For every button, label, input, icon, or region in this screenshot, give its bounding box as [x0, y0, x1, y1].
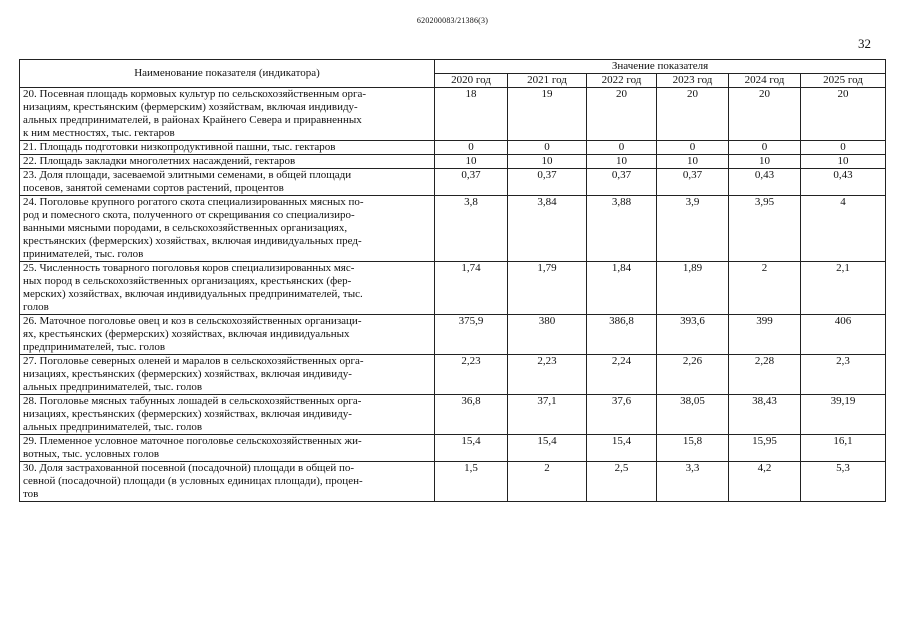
- indicator-value-cell: 0,37: [657, 169, 729, 196]
- indicator-name-line: ванными мясными породами, в сельскохозяйственных организациях,: [23, 222, 348, 234]
- indicator-value-cell: 37,1: [508, 395, 587, 435]
- indicator-value-cell: 19: [508, 88, 587, 141]
- indicator-value-cell: 2,26: [657, 355, 729, 395]
- indicator-name-cell: [20, 395, 435, 435]
- indicator-name-line: 26. Маточное поголовье овец и коз в сельскохозяйственных организаци-: [23, 315, 362, 327]
- indicator-name-line: 27. Поголовье северных оленей и маралов в сельскохозяйственных орга-: [23, 355, 364, 367]
- indicator-name-cell: [20, 88, 435, 141]
- table-row: [20, 462, 886, 502]
- indicator-value-cell: 2,23: [435, 355, 508, 395]
- table-row: [20, 88, 886, 141]
- indicator-value-cell: 5,3: [801, 462, 886, 502]
- indicator-value-cell: 386,8: [587, 315, 657, 355]
- indicator-value-cell: 375,9: [435, 315, 508, 355]
- indicator-value-cell: 0: [587, 141, 657, 155]
- indicator-value-cell: 0: [801, 141, 886, 155]
- indicator-value-cell: 0,37: [508, 169, 587, 196]
- indicator-name-line: 21. Площадь подготовки низкопродуктивной пашни, тыс. гектаров: [23, 141, 336, 153]
- indicator-name-line: посевов, занятой семенами сортов растений, процентов: [23, 182, 284, 194]
- indicator-name-line: к ним местностях, тыс. гектаров: [23, 127, 175, 139]
- indicator-value-cell: 2: [508, 462, 587, 502]
- indicator-name-cell: [20, 355, 435, 395]
- indicator-name-cell: [20, 169, 435, 196]
- indicator-name-line: тов: [23, 488, 39, 500]
- indicators-table: [19, 59, 886, 502]
- indicator-value-cell: 36,8: [435, 395, 508, 435]
- year-header: 2023 год: [657, 74, 729, 88]
- table-row: [20, 262, 886, 315]
- page-number: 32: [858, 36, 871, 51]
- indicator-value-cell: 1,5: [435, 462, 508, 502]
- indicator-value-cell: 0: [657, 141, 729, 155]
- indicator-value-cell: 0,37: [435, 169, 508, 196]
- table-row: [20, 196, 886, 262]
- indicator-name-cell: [20, 155, 435, 169]
- indicator-value-cell: 0: [508, 141, 587, 155]
- indicator-value-cell: 1,79: [508, 262, 587, 315]
- indicator-value-cell: 0,43: [801, 169, 886, 196]
- table-row: [20, 355, 886, 395]
- indicator-value-cell: 2,28: [729, 355, 801, 395]
- indicator-name-cell: [20, 196, 435, 262]
- table-body: [20, 88, 886, 502]
- indicator-name-cell: [20, 315, 435, 355]
- indicator-value-cell: 20: [657, 88, 729, 141]
- indicator-value-cell: 0: [729, 141, 801, 155]
- indicator-name-line: 29. Племенное условное маточное поголовье сельскохозяйственных жи-: [23, 435, 362, 447]
- year-header: 2021 год: [508, 74, 587, 88]
- indicator-value-cell: 1,89: [657, 262, 729, 315]
- indicator-name-line: ных пород в сельскохозяйственных организациях, крестьянских (фер-: [23, 275, 352, 287]
- indicator-value-cell: 18: [435, 88, 508, 141]
- table-row: [20, 395, 886, 435]
- indicator-value-header: Значение показателя: [435, 60, 886, 74]
- indicator-value-cell: 3,8: [435, 196, 508, 262]
- indicator-name-line: 30. Доля застрахованной посевной (посадочной) площади в общей по-: [23, 462, 355, 474]
- indicator-value-cell: 37,6: [587, 395, 657, 435]
- indicator-name-line: принимателей, тыс. голов: [23, 248, 144, 260]
- indicator-name-line: предпринимателей, тыс. голов: [23, 341, 166, 353]
- indicator-name-line: 22. Площадь закладки многолетних насаждений, гектаров: [23, 155, 296, 167]
- indicator-value-cell: 38,05: [657, 395, 729, 435]
- indicator-name-line: ях, крестьянских (фермерских) хозяйствах, включая индивидуальных: [23, 328, 350, 340]
- year-header: 2025 год: [801, 74, 886, 88]
- indicator-value-cell: 0,37: [587, 169, 657, 196]
- indicator-value-cell: 406: [801, 315, 886, 355]
- indicator-value-cell: 15,4: [587, 435, 657, 462]
- indicator-value-cell: 2,24: [587, 355, 657, 395]
- indicator-value-cell: 39,19: [801, 395, 886, 435]
- indicator-name-line: мерских) хозяйствах, включая индивидуальных предпринимателей, тыс.: [23, 288, 363, 300]
- indicator-value-cell: 10: [729, 155, 801, 169]
- indicator-name-line: 23. Доля площади, засеваемой элитными семенами, в общей площади: [23, 169, 352, 181]
- indicator-name-line: альных предпринимателей, тыс. голов: [23, 421, 203, 433]
- indicator-value-cell: 399: [729, 315, 801, 355]
- indicator-value-cell: 0,43: [729, 169, 801, 196]
- indicator-name-line: 24. Поголовье крупного рогатого скота специализированных мясных по-: [23, 196, 364, 208]
- indicator-value-cell: 3,84: [508, 196, 587, 262]
- indicator-name-line: низациях, крестьянских (фермерских) хозяйствах, включая индивиду-: [23, 368, 352, 380]
- indicator-name-line: альных предпринимателей, тыс. голов: [23, 381, 203, 393]
- indicator-name-cell: [20, 435, 435, 462]
- indicator-value-cell: 393,6: [657, 315, 729, 355]
- indicator-value-cell: 380: [508, 315, 587, 355]
- indicator-value-cell: 2,3: [801, 355, 886, 395]
- indicator-value-cell: 10: [801, 155, 886, 169]
- indicator-name-line: крестьянских (фермерских) хозяйствах, включая индивидуальных пред-: [23, 235, 362, 247]
- indicator-value-cell: 1,74: [435, 262, 508, 315]
- indicator-name-line: низациях, крестьянских (фермерских) хозяйствах, включая индивиду-: [23, 408, 352, 420]
- indicator-name-line: 28. Поголовье мясных табунных лошадей в сельскохозяйственных орга-: [23, 395, 362, 407]
- indicator-value-cell: 2,1: [801, 262, 886, 315]
- indicator-name-header: Наименование показателя (индикатора): [20, 60, 435, 88]
- table-row: [20, 435, 886, 462]
- indicator-value-cell: 10: [435, 155, 508, 169]
- indicator-value-cell: 3,88: [587, 196, 657, 262]
- indicator-value-cell: 38,43: [729, 395, 801, 435]
- indicator-value-cell: 20: [729, 88, 801, 141]
- indicator-name-cell: [20, 462, 435, 502]
- indicator-value-cell: 10: [657, 155, 729, 169]
- indicator-value-cell: 4,2: [729, 462, 801, 502]
- indicator-value-cell: 15,4: [435, 435, 508, 462]
- indicator-value-cell: 16,1: [801, 435, 886, 462]
- indicator-value-cell: 10: [587, 155, 657, 169]
- indicator-value-cell: 2: [729, 262, 801, 315]
- indicator-value-cell: 0: [435, 141, 508, 155]
- table-row: [20, 141, 886, 155]
- indicator-name-line: вотных, тыс. условных голов: [23, 448, 160, 460]
- table-row: [20, 155, 886, 169]
- indicator-value-cell: 1,84: [587, 262, 657, 315]
- indicator-value-cell: 15,4: [508, 435, 587, 462]
- indicator-name-line: севной (посадочной) площади (в условных единицах площади), процен-: [23, 475, 363, 487]
- table-row: [20, 169, 886, 196]
- indicator-name-line: голов: [23, 301, 49, 313]
- indicator-value-cell: 15,8: [657, 435, 729, 462]
- indicator-value-cell: 2,23: [508, 355, 587, 395]
- table-row: [20, 315, 886, 355]
- indicator-name-line: 25. Численность товарного поголовья коров специализированных мяс-: [23, 262, 355, 274]
- indicator-value-cell: 20: [801, 88, 886, 141]
- indicator-name-line: альных предпринимателей, в районах Крайнего Севера и приравненных: [23, 114, 362, 126]
- indicator-value-cell: 3,9: [657, 196, 729, 262]
- indicator-value-cell: 4: [801, 196, 886, 262]
- year-header: 2022 год: [587, 74, 657, 88]
- indicator-value-cell: 20: [587, 88, 657, 141]
- indicator-value-cell: 15,95: [729, 435, 801, 462]
- year-header: 2024 год: [729, 74, 801, 88]
- indicator-name-cell: [20, 141, 435, 155]
- document-id: 620200083/21386(3): [416, 16, 489, 25]
- indicator-value-cell: 2,5: [587, 462, 657, 502]
- indicator-name-line: род и помесного скота, полученного от скрещивания со специализиро-: [23, 209, 355, 221]
- indicator-name-line: низациям, крестьянским (фермерским) хозяйствам, включая индивиду-: [23, 101, 358, 113]
- indicator-name-cell: [20, 262, 435, 315]
- indicator-value-cell: 10: [508, 155, 587, 169]
- indicator-value-cell: 3,3: [657, 462, 729, 502]
- indicator-value-cell: 3,95: [729, 196, 801, 262]
- year-header: 2020 год: [435, 74, 508, 88]
- indicator-name-line: 20. Посевная площадь кормовых культур по сельскохозяйственным орга-: [23, 88, 367, 100]
